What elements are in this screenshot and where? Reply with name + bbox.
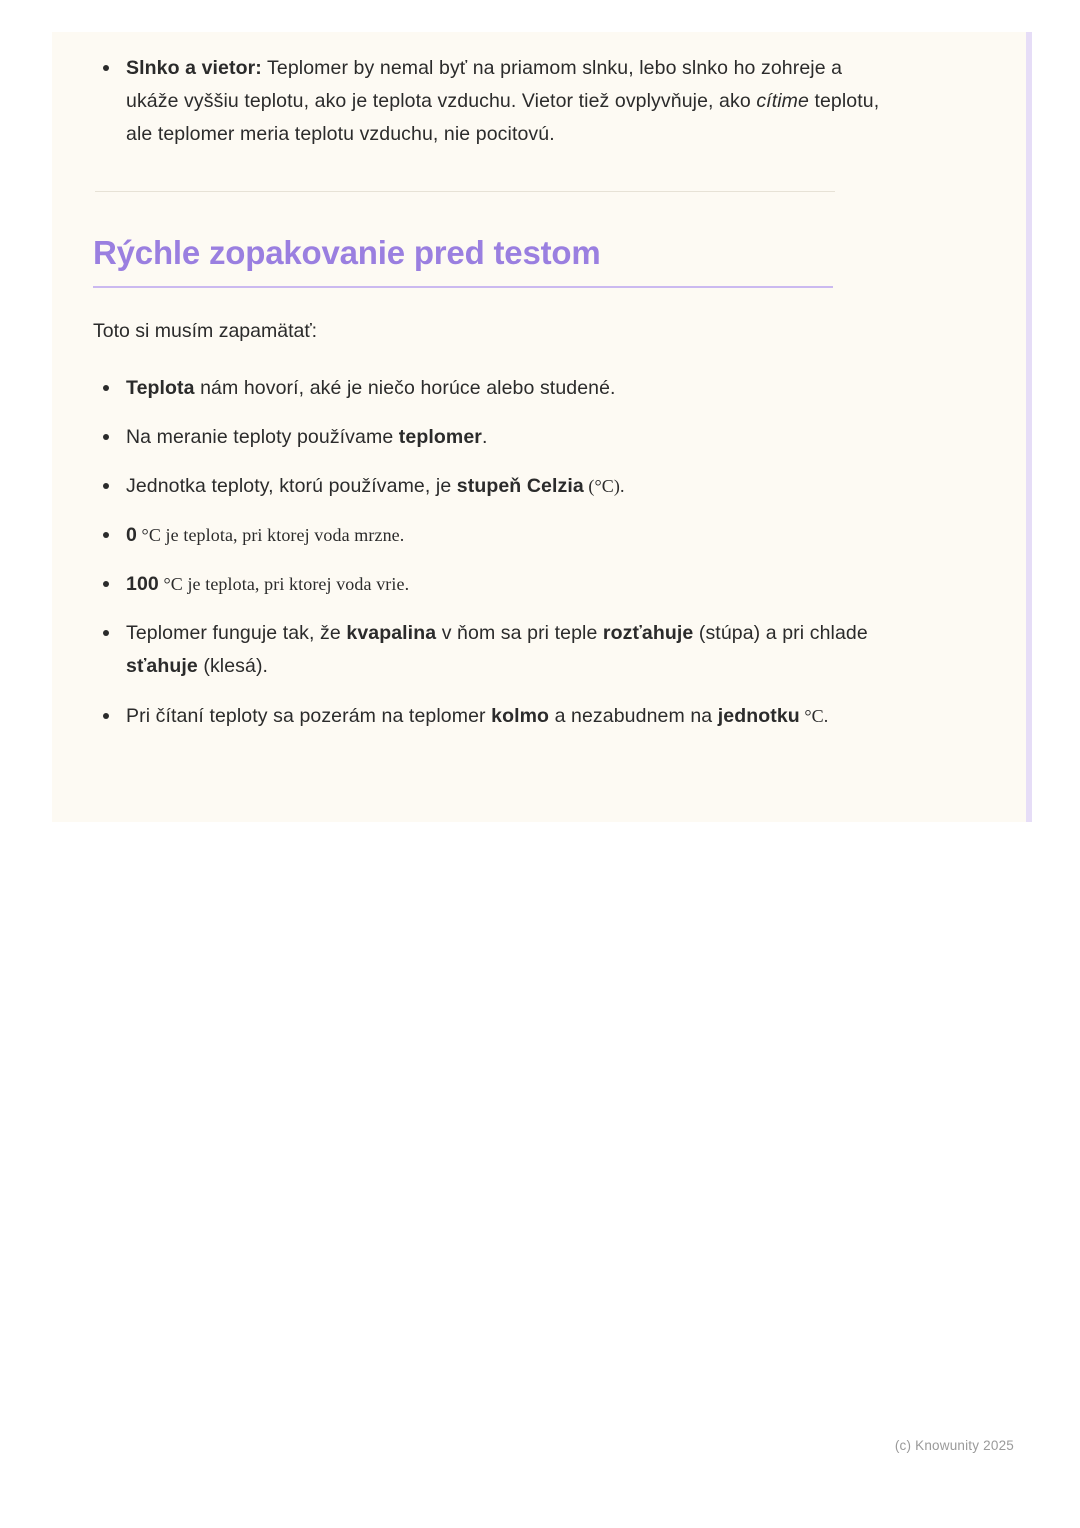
list-item-text-2: teplotu, ale teplomer meria teplotu vzduchu, nie pocitovú. xyxy=(126,90,880,146)
list-item-text: nám hovorí, aké je niečo horúce alebo studené. xyxy=(194,376,616,399)
list-item-bold: kvapalina xyxy=(346,622,437,645)
list-item xyxy=(90,568,890,601)
list-item-text: v ňom sa pri teple xyxy=(436,622,603,645)
list-item-bold-2: jednotku xyxy=(717,704,800,727)
list-item-bold: stupeň Celzia xyxy=(456,474,584,497)
list-item-text-2: °C. xyxy=(799,705,829,726)
intro-bullet-list xyxy=(90,52,890,151)
list-item xyxy=(90,470,890,503)
list-item-text-pre: Pri čítaní teploty sa pozerám na teplomer xyxy=(126,704,492,727)
list-item-text-3: (klesá). xyxy=(197,655,269,678)
recap-bullet-list xyxy=(90,372,890,733)
card-content xyxy=(90,32,890,749)
list-item-bold: kolmo xyxy=(491,704,550,727)
list-item-text: . xyxy=(481,425,488,448)
copyright-footer: (c) Knowunity 2025 xyxy=(894,1438,1014,1453)
list-item-bold: 0 xyxy=(126,524,137,547)
list-item-italic: cítime xyxy=(756,90,809,113)
list-item-text: Teplomer by nemal byť na priamom slnku, lebo slnko ho zohreje a ukáže vyššiu teplotu, ako je teplota vzduchu. Vietor tiež ovplyvňuje, ako xyxy=(126,57,843,113)
list-item-text-pre: Na meranie teploty používame xyxy=(126,425,399,448)
list-item-text-pre: Teplomer funguje tak, že xyxy=(126,622,347,645)
list-item-text: (°C). xyxy=(583,475,625,496)
list-item xyxy=(90,52,890,151)
list-item xyxy=(90,372,890,405)
list-item-text-pre: Jednotka teploty, ktorú používame, je xyxy=(126,474,457,497)
list-item-text: °C je teplota, pri ktorej voda vrie. xyxy=(158,574,410,595)
section-divider xyxy=(95,191,835,192)
section-intro: Toto si musím zapamätať: xyxy=(93,320,318,343)
list-item xyxy=(90,519,890,552)
list-item-bold: Teplota xyxy=(126,376,195,399)
list-item-bold: teplomer xyxy=(398,425,482,448)
list-item xyxy=(90,421,890,454)
list-item-text: °C je teplota, pri ktorej voda mrzne. xyxy=(136,525,405,546)
content-card xyxy=(52,32,1032,822)
card-right-edge xyxy=(1026,32,1032,822)
list-item-text: a nezabudnem na xyxy=(549,704,718,727)
list-item-bold-2: rozťahuje xyxy=(602,622,694,645)
list-item-bold: 100 xyxy=(126,573,159,596)
list-item xyxy=(90,700,890,733)
list-item-text-2: (stúpa) a pri chlade xyxy=(693,622,868,645)
section-title-rule xyxy=(93,286,833,288)
list-item xyxy=(90,617,890,683)
section-title: Rýchle zopakovanie pred testom xyxy=(93,234,601,272)
list-item-lead: Slnko a vietor: xyxy=(126,57,262,79)
list-item-bold-3: sťahuje xyxy=(126,655,198,678)
